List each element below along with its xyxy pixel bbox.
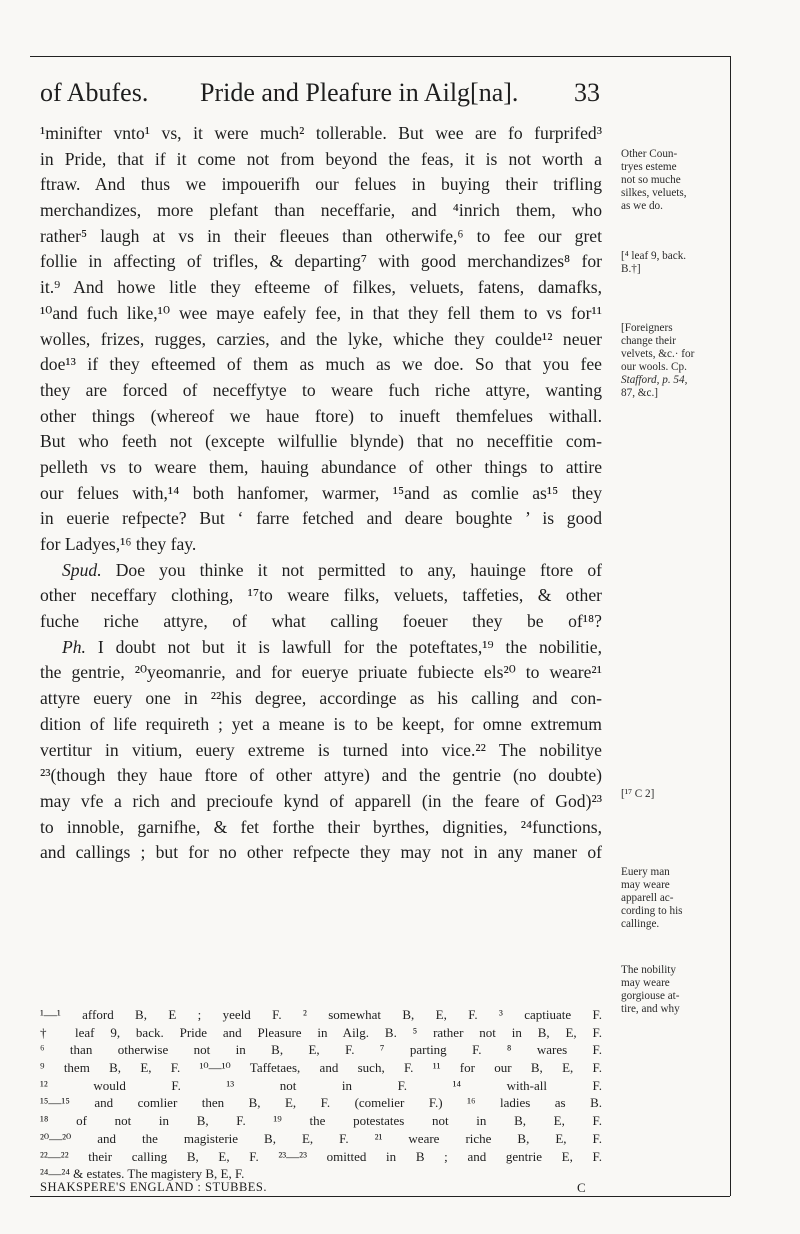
margin-note-line: [¹⁷ C 2] <box>621 788 655 800</box>
text-line: in euerie refpecte? But ‘ farre fetched and deare boughte ’ is good <box>40 508 602 529</box>
main-text <box>40 121 602 866</box>
text-line: follie in affecting of trifles, & departing⁷ with good merchandizes⁸ for <box>40 251 602 272</box>
margin-note-foreigners <box>621 322 716 400</box>
header-section-title: of Abufes. <box>40 78 149 107</box>
margin-note-line: our wools. Cp. <box>621 361 687 373</box>
text-line: pelleth vs to weare them, hauing abundance of other things to attire <box>40 456 602 477</box>
margin-note-line: tryes esteme <box>621 161 677 173</box>
margin-note-line: apparell ac- <box>621 892 674 904</box>
text-line: in Pride, that if it come not from beyond the feas, it is not worth a <box>40 148 602 169</box>
text-line: rather⁵ laugh at vs in their fleeues than otherwife,⁶ to fee our gret <box>40 225 602 246</box>
text-line: attyre euery one in ²²his degree, accordinge as his calling and con- <box>40 688 602 709</box>
text-line: wolles, frizes, rugges, carzies, and the lyke, whiche they coulde¹² neuer <box>40 328 602 349</box>
footnote-line: ¹⁵—¹⁵ and comlier then B, E, F. (comelier F.) ¹⁶ ladies as B. <box>40 1095 602 1111</box>
margin-note-line: Stafford, p. 54, <box>621 374 688 386</box>
margin-note-line: silkes, veluets, <box>621 187 687 199</box>
margin-note-line: Other Coun- <box>621 148 678 160</box>
margin-note-line: Euery man <box>621 866 670 878</box>
page-number: 33 <box>574 78 600 107</box>
text-line: ²³(though they haue ftore of other attyre) and the gentrie (no doubte) <box>40 765 602 786</box>
text-line: ftraw. And thus we impouerifh our felues in buying their trifling <box>40 174 602 195</box>
margin-note-line: [Foreigners <box>621 322 673 334</box>
margin-note-line: may weare <box>621 977 670 989</box>
footnote-line: ⁶ than otherwise not in B, E, F. ⁷ parting F. ⁸ wares F. <box>40 1042 602 1058</box>
footnote-line: ²⁴—²⁴ & estates. The magistery B, E, F. <box>40 1166 245 1182</box>
margin-note-nobility <box>621 964 716 1016</box>
footnote-line: ²⁰—²⁰ and the magisterie B, E, F. ²¹ weare riche B, E, F. <box>40 1130 602 1146</box>
footnote-line: ⁹ them B, E, F. ¹⁰—¹⁰ Taffetaes, and such, F. ¹¹ for our B, E, F. <box>40 1060 602 1076</box>
running-header <box>40 78 600 110</box>
footnote-line: † leaf 9, back. Pride and Pleasure in Ailg. B. ⁵ rather not in B, E, F. <box>40 1024 602 1040</box>
text-line: other things (whereof we haue ftore) to inueft themfelues withall. <box>40 405 602 426</box>
text-line: other neceffary clothing, ¹⁷to weare filks, veluets, taffeties, & other <box>40 585 602 606</box>
text-line: doe¹³ if they efteemed of them as much as we doe. So that you fee <box>40 354 602 375</box>
text-line: to innoble, garnifhe, & fet forthe their byrthes, dignities, ²⁴functions, <box>40 816 602 837</box>
text-line: merchandizes, more plefant than neceffarie, and ⁴inrich them, who <box>40 200 602 221</box>
margin-note-line: may weare <box>621 879 670 891</box>
top-border-line <box>30 56 730 57</box>
text-line: ¹minifter vnto¹ vs, it were much² tollerable. But wee are fo furprifed³ <box>40 123 602 143</box>
text-line: the gentrie, ²⁰yeomanrie, and for euerye priuate fubiecte els²⁰ to weare²¹ <box>40 662 602 683</box>
margin-note-line: The nobility <box>621 964 676 976</box>
margin-note-line: tire, and why <box>621 1003 680 1015</box>
margin-note-line: B.†] <box>621 263 641 275</box>
margin-note-euery-man <box>621 866 716 931</box>
right-border-line <box>730 56 731 1196</box>
margin-note-leaf-9 <box>621 250 716 276</box>
header-running-title: Pride and Pleafure in Ailg[na]. <box>200 78 519 107</box>
text-line: fuche riche attyre, of what calling foeuer they be of¹⁸? <box>40 611 602 632</box>
text-line: it.⁹ And howe litle they efteeme of filkes, veluets, fatens, damafks, <box>40 277 602 298</box>
footnote-line: ²²—²² their calling B, E, F. ²³—²³ omitted in B ; and gentrie E, F. <box>40 1148 602 1164</box>
margin-note-line: change their <box>621 335 676 347</box>
text-line: for Ladyes,¹⁶ they fay. <box>40 534 197 554</box>
margin-note-line: not so muche <box>621 174 681 186</box>
text-line: ¹⁰and fuch like,¹⁰ wee maye eafely fee, in that they fell them to vs for¹¹ <box>40 302 602 323</box>
footnote-line: ¹—¹ afford B, E ; yeeld F. ² somewhat B, E, F. ³ captiuate F. <box>40 1007 602 1022</box>
margin-note-line: gorgiouse at- <box>621 990 680 1002</box>
footnotes <box>40 1006 602 1183</box>
margin-note-line: callinge. <box>621 918 660 930</box>
margin-note-line: [⁴ leaf 9, back. <box>621 250 687 262</box>
margin-note-line: 87, &c.] <box>621 387 658 399</box>
margin-note-other-countries <box>621 148 716 213</box>
text-line: may vfe a rich and precioufe kynd of apparell (in the feare of God)²³ <box>40 790 602 811</box>
bottom-border-line <box>30 1196 730 1197</box>
text-line: Ph. I doubt not but it is lawfull for the poteftates,¹⁹ the nobilitie, <box>62 636 602 657</box>
margin-note-c2 <box>621 788 716 801</box>
footnote-line: ¹² would F. ¹³ not in F. ¹⁴ with-all F. <box>40 1077 602 1093</box>
signature-mark: C <box>577 1180 586 1195</box>
footnote-line: ¹⁸ of not in B, F. ¹⁹ the potestates not in B, E, F. <box>40 1113 602 1129</box>
text-line: our felues with,¹⁴ both hanfomer, warmer, ¹⁵and as comlie as¹⁵ they <box>40 482 602 503</box>
margin-note-line: velvets, &c.· for <box>621 348 695 360</box>
text-line: and callings ; but for no other refpecte they may not in any maner of <box>40 842 602 863</box>
text-line: vertitur in vitium, euery extreme is turned into vice.²² The nobilitye <box>40 739 602 760</box>
text-line: they are forced of neceffytye to weare fuch riche attyre, wanting <box>40 379 602 400</box>
margin-note-line: as we do. <box>621 200 663 212</box>
signature-line: SHAKSPERE'S ENGLAND : STUBBES. <box>40 1180 268 1194</box>
margin-note-line: cording to his <box>621 905 683 917</box>
text-line: Spud. Doe you thinke it not permitted to any, hauinge ftore of <box>62 559 602 580</box>
text-line: dition of life requireth ; yet a meane is to be keept, for omne extremum <box>40 713 602 734</box>
text-line: But who feeth not (excepte wilfullie blynde) that no neceffitie com- <box>40 431 602 452</box>
